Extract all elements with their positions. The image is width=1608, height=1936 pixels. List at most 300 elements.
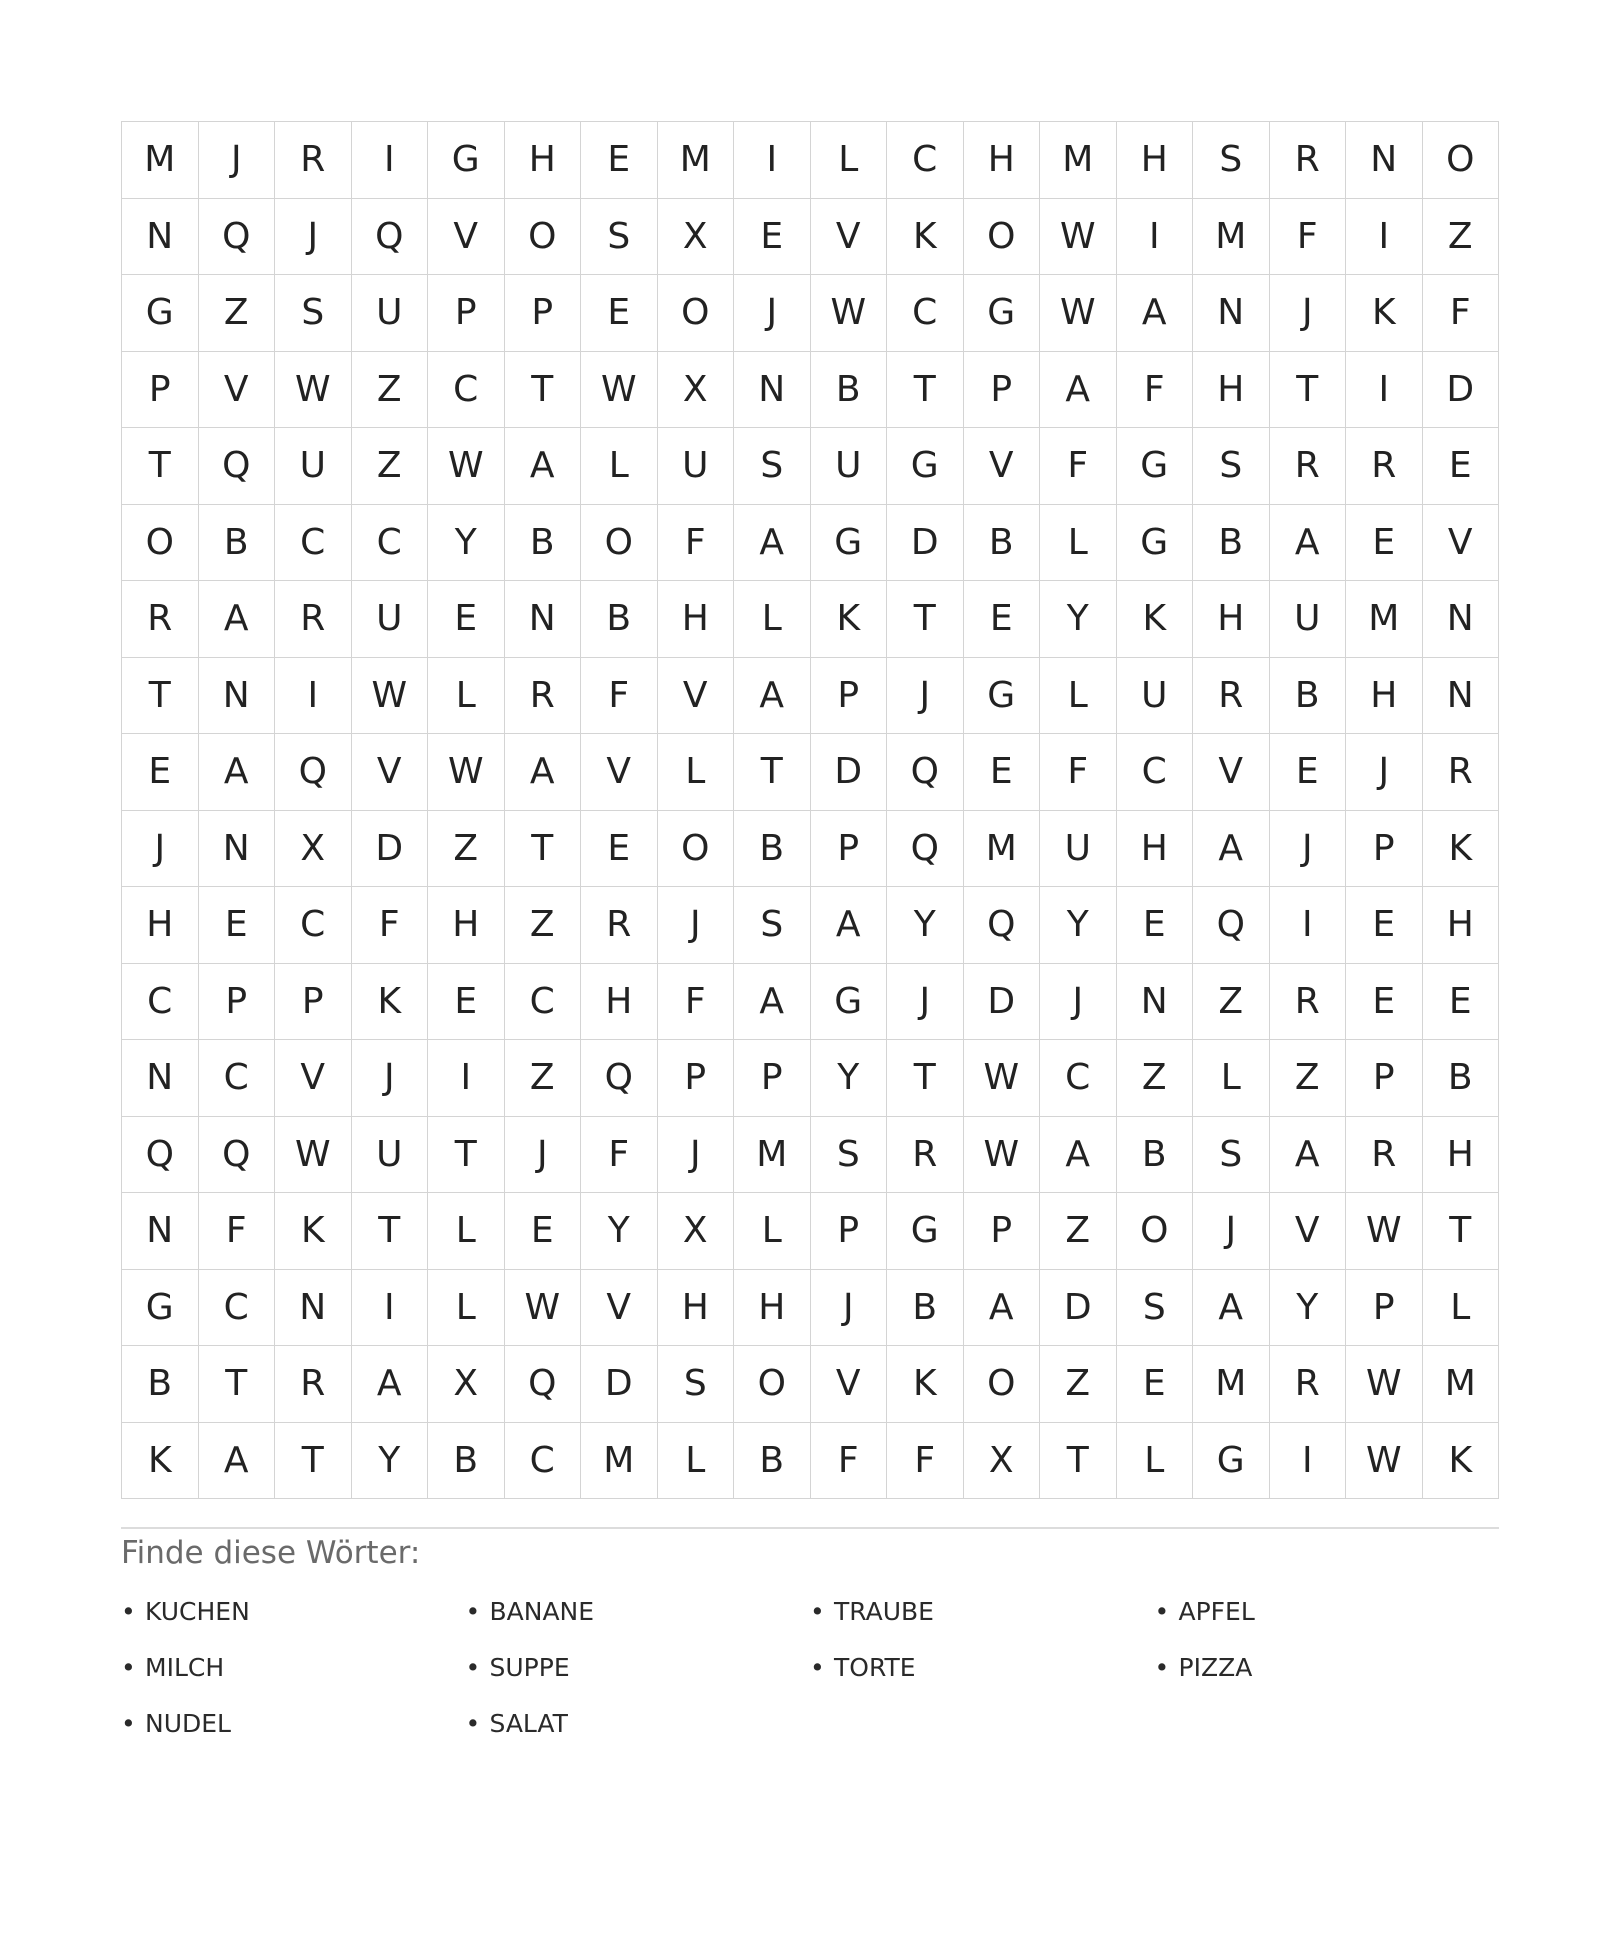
grid-cell[interactable]: R [122, 581, 199, 658]
grid-cell[interactable]: V [1423, 505, 1500, 582]
grid-cell[interactable]: H [734, 1270, 811, 1347]
grid-cell[interactable]: X [275, 811, 352, 888]
grid-cell[interactable]: C [199, 1040, 276, 1117]
grid-cell[interactable]: L [428, 1270, 505, 1347]
grid-cell[interactable]: J [122, 811, 199, 888]
grid-cell[interactable]: K [887, 199, 964, 276]
grid-cell[interactable]: Y [1040, 581, 1117, 658]
grid-cell[interactable]: H [505, 122, 582, 199]
grid-cell[interactable]: J [275, 199, 352, 276]
grid-cell[interactable]: F [352, 887, 429, 964]
grid-cell[interactable]: A [1040, 352, 1117, 429]
grid-cell[interactable]: Q [352, 199, 429, 276]
grid-cell[interactable]: T [1270, 352, 1347, 429]
grid-cell[interactable]: F [581, 1117, 658, 1194]
grid-cell[interactable]: K [887, 1346, 964, 1423]
grid-cell[interactable]: Q [581, 1040, 658, 1117]
grid-cell[interactable]: W [1040, 199, 1117, 276]
grid-cell[interactable]: L [1193, 1040, 1270, 1117]
grid-cell[interactable]: E [1270, 734, 1347, 811]
grid-cell[interactable]: P [199, 964, 276, 1041]
grid-cell[interactable]: K [1346, 275, 1423, 352]
grid-cell[interactable]: G [1117, 505, 1194, 582]
grid-cell[interactable]: W [581, 352, 658, 429]
grid-cell[interactable]: J [658, 1117, 735, 1194]
grid-cell[interactable]: S [1193, 1117, 1270, 1194]
grid-cell[interactable]: E [1117, 887, 1194, 964]
grid-cell[interactable]: S [1193, 428, 1270, 505]
grid-cell[interactable]: K [122, 1423, 199, 1500]
grid-cell[interactable]: B [1270, 658, 1347, 735]
grid-cell[interactable]: F [811, 1423, 888, 1500]
grid-cell[interactable]: C [428, 352, 505, 429]
grid-cell[interactable]: G [964, 275, 1041, 352]
grid-cell[interactable]: N [199, 811, 276, 888]
grid-cell[interactable]: R [275, 581, 352, 658]
grid-cell[interactable]: Z [505, 1040, 582, 1117]
grid-cell[interactable]: H [1193, 352, 1270, 429]
grid-cell[interactable]: J [811, 1270, 888, 1347]
grid-cell[interactable]: I [428, 1040, 505, 1117]
grid-cell[interactable]: A [811, 887, 888, 964]
grid-cell[interactable]: M [581, 1423, 658, 1500]
grid-cell[interactable]: V [964, 428, 1041, 505]
grid-cell[interactable]: N [505, 581, 582, 658]
grid-cell[interactable]: A [1193, 811, 1270, 888]
grid-cell[interactable]: O [734, 1346, 811, 1423]
grid-cell[interactable]: T [734, 734, 811, 811]
grid-cell[interactable]: N [1423, 658, 1500, 735]
grid-cell[interactable]: Y [1270, 1270, 1347, 1347]
grid-cell[interactable]: W [352, 658, 429, 735]
grid-cell[interactable]: Q [122, 1117, 199, 1194]
grid-cell[interactable]: P [964, 352, 1041, 429]
grid-cell[interactable]: R [1346, 428, 1423, 505]
grid-cell[interactable]: B [581, 581, 658, 658]
grid-cell[interactable]: P [658, 1040, 735, 1117]
grid-cell[interactable]: L [658, 1423, 735, 1500]
grid-cell[interactable]: G [811, 964, 888, 1041]
grid-cell[interactable]: Z [505, 887, 582, 964]
grid-cell[interactable]: C [1040, 1040, 1117, 1117]
grid-cell[interactable]: P [1346, 1040, 1423, 1117]
grid-cell[interactable]: V [811, 199, 888, 276]
grid-cell[interactable]: H [428, 887, 505, 964]
grid-cell[interactable]: M [964, 811, 1041, 888]
grid-cell[interactable]: R [1423, 734, 1500, 811]
grid-cell[interactable]: V [199, 352, 276, 429]
grid-cell[interactable]: N [1193, 275, 1270, 352]
grid-cell[interactable]: T [122, 658, 199, 735]
grid-cell[interactable]: T [122, 428, 199, 505]
grid-cell[interactable]: P [275, 964, 352, 1041]
grid-cell[interactable]: F [199, 1193, 276, 1270]
grid-cell[interactable]: K [1117, 581, 1194, 658]
grid-cell[interactable]: H [1423, 887, 1500, 964]
grid-cell[interactable]: Q [505, 1346, 582, 1423]
grid-cell[interactable]: M [734, 1117, 811, 1194]
grid-cell[interactable]: B [811, 352, 888, 429]
grid-cell[interactable]: C [352, 505, 429, 582]
grid-cell[interactable]: M [1423, 1346, 1500, 1423]
grid-cell[interactable]: O [964, 199, 1041, 276]
grid-cell[interactable]: D [581, 1346, 658, 1423]
grid-cell[interactable]: S [734, 428, 811, 505]
grid-cell[interactable]: W [275, 352, 352, 429]
grid-cell[interactable]: T [199, 1346, 276, 1423]
grid-cell[interactable]: K [811, 581, 888, 658]
grid-cell[interactable]: F [658, 964, 735, 1041]
grid-cell[interactable]: B [1193, 505, 1270, 582]
grid-cell[interactable]: E [505, 1193, 582, 1270]
grid-cell[interactable]: F [1040, 734, 1117, 811]
grid-cell[interactable]: C [887, 275, 964, 352]
grid-cell[interactable]: J [1040, 964, 1117, 1041]
grid-cell[interactable]: S [1117, 1270, 1194, 1347]
grid-cell[interactable]: E [964, 581, 1041, 658]
grid-cell[interactable]: O [1117, 1193, 1194, 1270]
grid-cell[interactable]: O [581, 505, 658, 582]
grid-cell[interactable]: W [1346, 1193, 1423, 1270]
grid-cell[interactable]: L [1040, 505, 1117, 582]
grid-cell[interactable]: A [734, 658, 811, 735]
grid-cell[interactable]: A [199, 1423, 276, 1500]
grid-cell[interactable]: U [352, 1117, 429, 1194]
grid-cell[interactable]: U [1117, 658, 1194, 735]
grid-cell[interactable]: N [122, 1040, 199, 1117]
grid-cell[interactable]: V [1270, 1193, 1347, 1270]
grid-cell[interactable]: W [1346, 1423, 1423, 1500]
grid-cell[interactable]: G [122, 275, 199, 352]
grid-cell[interactable]: J [505, 1117, 582, 1194]
grid-cell[interactable]: M [1193, 1346, 1270, 1423]
grid-cell[interactable]: F [887, 1423, 964, 1500]
grid-cell[interactable]: O [122, 505, 199, 582]
grid-cell[interactable]: T [1040, 1423, 1117, 1500]
grid-cell[interactable]: F [581, 658, 658, 735]
grid-cell[interactable]: R [1270, 122, 1347, 199]
grid-cell[interactable]: J [734, 275, 811, 352]
grid-cell[interactable]: W [428, 428, 505, 505]
grid-cell[interactable]: N [1423, 581, 1500, 658]
grid-cell[interactable]: L [1117, 1423, 1194, 1500]
grid-cell[interactable]: M [1346, 581, 1423, 658]
grid-cell[interactable]: D [1040, 1270, 1117, 1347]
grid-cell[interactable]: H [1117, 122, 1194, 199]
grid-cell[interactable]: H [1117, 811, 1194, 888]
grid-cell[interactable]: L [811, 122, 888, 199]
grid-cell[interactable]: R [887, 1117, 964, 1194]
grid-cell[interactable]: H [658, 581, 735, 658]
grid-cell[interactable]: Q [887, 811, 964, 888]
grid-cell[interactable]: Z [1270, 1040, 1347, 1117]
grid-cell[interactable]: F [1423, 275, 1500, 352]
grid-cell[interactable]: H [581, 964, 658, 1041]
grid-cell[interactable]: L [581, 428, 658, 505]
grid-cell[interactable]: J [1193, 1193, 1270, 1270]
grid-cell[interactable]: P [122, 352, 199, 429]
grid-cell[interactable]: G [887, 1193, 964, 1270]
grid-cell[interactable]: P [505, 275, 582, 352]
grid-cell[interactable]: B [1117, 1117, 1194, 1194]
grid-cell[interactable]: J [199, 122, 276, 199]
grid-cell[interactable]: O [658, 811, 735, 888]
grid-cell[interactable]: C [505, 964, 582, 1041]
grid-cell[interactable]: L [428, 1193, 505, 1270]
grid-cell[interactable]: I [1270, 887, 1347, 964]
grid-cell[interactable]: L [428, 658, 505, 735]
grid-cell[interactable]: I [275, 658, 352, 735]
grid-cell[interactable]: X [964, 1423, 1041, 1500]
grid-cell[interactable]: C [1117, 734, 1194, 811]
grid-cell[interactable]: E [1346, 887, 1423, 964]
grid-cell[interactable]: H [1423, 1117, 1500, 1194]
grid-cell[interactable]: D [887, 505, 964, 582]
grid-cell[interactable]: X [658, 199, 735, 276]
grid-cell[interactable]: J [1270, 811, 1347, 888]
grid-cell[interactable]: U [275, 428, 352, 505]
grid-cell[interactable]: M [1193, 199, 1270, 276]
grid-cell[interactable]: B [1423, 1040, 1500, 1117]
grid-cell[interactable]: P [811, 811, 888, 888]
grid-cell[interactable]: E [122, 734, 199, 811]
grid-cell[interactable]: D [1423, 352, 1500, 429]
grid-cell[interactable]: V [658, 658, 735, 735]
grid-cell[interactable]: R [505, 658, 582, 735]
grid-cell[interactable]: C [275, 505, 352, 582]
grid-cell[interactable]: E [1346, 505, 1423, 582]
grid-cell[interactable]: Y [887, 887, 964, 964]
grid-cell[interactable]: C [199, 1270, 276, 1347]
grid-cell[interactable]: Q [887, 734, 964, 811]
grid-cell[interactable]: P [964, 1193, 1041, 1270]
grid-cell[interactable]: K [1423, 1423, 1500, 1500]
grid-cell[interactable]: I [352, 122, 429, 199]
grid-cell[interactable]: W [964, 1040, 1041, 1117]
grid-cell[interactable]: E [964, 734, 1041, 811]
grid-cell[interactable]: N [122, 1193, 199, 1270]
grid-cell[interactable]: K [275, 1193, 352, 1270]
grid-cell[interactable]: W [964, 1117, 1041, 1194]
grid-cell[interactable]: U [352, 275, 429, 352]
grid-cell[interactable]: S [811, 1117, 888, 1194]
grid-cell[interactable]: O [964, 1346, 1041, 1423]
grid-cell[interactable]: W [811, 275, 888, 352]
grid-cell[interactable]: W [1346, 1346, 1423, 1423]
grid-cell[interactable]: V [581, 1270, 658, 1347]
grid-cell[interactable]: A [199, 581, 276, 658]
grid-cell[interactable]: X [658, 1193, 735, 1270]
grid-cell[interactable]: U [1040, 811, 1117, 888]
grid-cell[interactable]: T [505, 811, 582, 888]
grid-cell[interactable]: T [505, 352, 582, 429]
grid-cell[interactable]: C [275, 887, 352, 964]
grid-cell[interactable]: R [1193, 658, 1270, 735]
grid-cell[interactable]: K [352, 964, 429, 1041]
grid-cell[interactable]: N [734, 352, 811, 429]
grid-cell[interactable]: H [122, 887, 199, 964]
grid-cell[interactable]: J [887, 658, 964, 735]
grid-cell[interactable]: L [658, 734, 735, 811]
grid-cell[interactable]: D [964, 964, 1041, 1041]
grid-cell[interactable]: A [352, 1346, 429, 1423]
grid-cell[interactable]: R [1346, 1117, 1423, 1194]
grid-cell[interactable]: C [122, 964, 199, 1041]
grid-cell[interactable]: B [964, 505, 1041, 582]
grid-cell[interactable]: Y [352, 1423, 429, 1500]
grid-cell[interactable]: K [1423, 811, 1500, 888]
grid-cell[interactable]: I [352, 1270, 429, 1347]
grid-cell[interactable]: D [352, 811, 429, 888]
grid-cell[interactable]: G [122, 1270, 199, 1347]
grid-cell[interactable]: Y [811, 1040, 888, 1117]
grid-cell[interactable]: S [275, 275, 352, 352]
grid-cell[interactable]: B [887, 1270, 964, 1347]
grid-cell[interactable]: A [1040, 1117, 1117, 1194]
grid-cell[interactable]: S [734, 887, 811, 964]
grid-cell[interactable]: Z [428, 811, 505, 888]
grid-cell[interactable]: J [1270, 275, 1347, 352]
grid-cell[interactable]: V [581, 734, 658, 811]
grid-cell[interactable]: R [1270, 428, 1347, 505]
grid-cell[interactable]: R [1270, 964, 1347, 1041]
grid-cell[interactable]: R [275, 1346, 352, 1423]
grid-cell[interactable]: G [811, 505, 888, 582]
grid-cell[interactable]: H [658, 1270, 735, 1347]
grid-cell[interactable]: I [1346, 352, 1423, 429]
grid-cell[interactable]: E [734, 199, 811, 276]
grid-cell[interactable]: P [734, 1040, 811, 1117]
grid-cell[interactable]: R [581, 887, 658, 964]
grid-cell[interactable]: V [352, 734, 429, 811]
grid-cell[interactable]: T [1423, 1193, 1500, 1270]
grid-cell[interactable]: G [887, 428, 964, 505]
grid-cell[interactable]: N [1346, 122, 1423, 199]
grid-cell[interactable]: B [734, 1423, 811, 1500]
grid-cell[interactable]: T [428, 1117, 505, 1194]
grid-cell[interactable]: N [199, 658, 276, 735]
grid-cell[interactable]: E [428, 964, 505, 1041]
grid-cell[interactable]: A [199, 734, 276, 811]
grid-cell[interactable]: E [1346, 964, 1423, 1041]
grid-cell[interactable]: E [199, 887, 276, 964]
grid-cell[interactable]: B [428, 1423, 505, 1500]
grid-cell[interactable]: G [1117, 428, 1194, 505]
grid-cell[interactable]: N [122, 199, 199, 276]
grid-cell[interactable]: B [122, 1346, 199, 1423]
grid-cell[interactable]: A [505, 734, 582, 811]
grid-cell[interactable]: G [1193, 1423, 1270, 1500]
grid-cell[interactable]: A [1270, 1117, 1347, 1194]
grid-cell[interactable]: Y [581, 1193, 658, 1270]
grid-cell[interactable]: A [734, 964, 811, 1041]
grid-cell[interactable]: V [275, 1040, 352, 1117]
grid-cell[interactable]: E [428, 581, 505, 658]
grid-cell[interactable]: P [1346, 811, 1423, 888]
grid-cell[interactable]: U [811, 428, 888, 505]
grid-cell[interactable]: F [1117, 352, 1194, 429]
grid-cell[interactable]: Z [352, 428, 429, 505]
grid-cell[interactable]: V [811, 1346, 888, 1423]
grid-cell[interactable]: A [505, 428, 582, 505]
grid-cell[interactable]: S [581, 199, 658, 276]
grid-cell[interactable]: O [505, 199, 582, 276]
grid-cell[interactable]: M [122, 122, 199, 199]
grid-cell[interactable]: F [1040, 428, 1117, 505]
grid-cell[interactable]: U [658, 428, 735, 505]
grid-cell[interactable]: A [734, 505, 811, 582]
grid-cell[interactable]: H [1346, 658, 1423, 735]
grid-cell[interactable]: V [1193, 734, 1270, 811]
grid-cell[interactable]: I [1270, 1423, 1347, 1500]
grid-cell[interactable]: Q [199, 1117, 276, 1194]
grid-cell[interactable]: G [428, 122, 505, 199]
grid-cell[interactable]: Y [428, 505, 505, 582]
grid-cell[interactable]: D [811, 734, 888, 811]
grid-cell[interactable]: L [1040, 658, 1117, 735]
grid-cell[interactable]: I [1117, 199, 1194, 276]
grid-cell[interactable]: P [811, 1193, 888, 1270]
grid-cell[interactable]: O [1423, 122, 1500, 199]
grid-cell[interactable]: X [658, 352, 735, 429]
grid-cell[interactable]: M [1040, 122, 1117, 199]
grid-cell[interactable]: J [887, 964, 964, 1041]
grid-cell[interactable]: S [1193, 122, 1270, 199]
grid-cell[interactable]: R [275, 122, 352, 199]
grid-cell[interactable]: P [1346, 1270, 1423, 1347]
grid-cell[interactable]: E [1423, 428, 1500, 505]
grid-cell[interactable]: N [275, 1270, 352, 1347]
grid-cell[interactable]: Q [964, 887, 1041, 964]
grid-cell[interactable]: J [352, 1040, 429, 1117]
grid-cell[interactable]: T [887, 581, 964, 658]
grid-cell[interactable]: T [887, 352, 964, 429]
grid-cell[interactable]: L [734, 1193, 811, 1270]
grid-cell[interactable]: X [428, 1346, 505, 1423]
grid-cell[interactable]: J [658, 887, 735, 964]
grid-cell[interactable]: U [1270, 581, 1347, 658]
grid-cell[interactable]: Z [1423, 199, 1500, 276]
grid-cell[interactable]: W [505, 1270, 582, 1347]
grid-cell[interactable]: E [581, 275, 658, 352]
grid-cell[interactable]: Q [199, 428, 276, 505]
grid-cell[interactable]: Q [199, 199, 276, 276]
grid-cell[interactable]: Z [352, 352, 429, 429]
grid-cell[interactable]: T [887, 1040, 964, 1117]
grid-cell[interactable]: A [1117, 275, 1194, 352]
grid-cell[interactable]: E [1117, 1346, 1194, 1423]
grid-cell[interactable]: B [199, 505, 276, 582]
grid-cell[interactable]: T [275, 1423, 352, 1500]
grid-cell[interactable]: I [1346, 199, 1423, 276]
grid-cell[interactable]: W [428, 734, 505, 811]
grid-cell[interactable]: Z [199, 275, 276, 352]
grid-cell[interactable]: H [964, 122, 1041, 199]
grid-cell[interactable]: J [1346, 734, 1423, 811]
grid-cell[interactable]: E [581, 122, 658, 199]
grid-cell[interactable]: L [1423, 1270, 1500, 1347]
grid-cell[interactable]: M [658, 122, 735, 199]
grid-cell[interactable]: Z [1117, 1040, 1194, 1117]
grid-cell[interactable]: U [352, 581, 429, 658]
grid-cell[interactable]: R [1270, 1346, 1347, 1423]
grid-cell[interactable]: Q [275, 734, 352, 811]
grid-cell[interactable]: L [734, 581, 811, 658]
grid-cell[interactable]: G [964, 658, 1041, 735]
grid-cell[interactable]: A [1270, 505, 1347, 582]
grid-cell[interactable]: I [734, 122, 811, 199]
grid-cell[interactable]: F [1270, 199, 1347, 276]
